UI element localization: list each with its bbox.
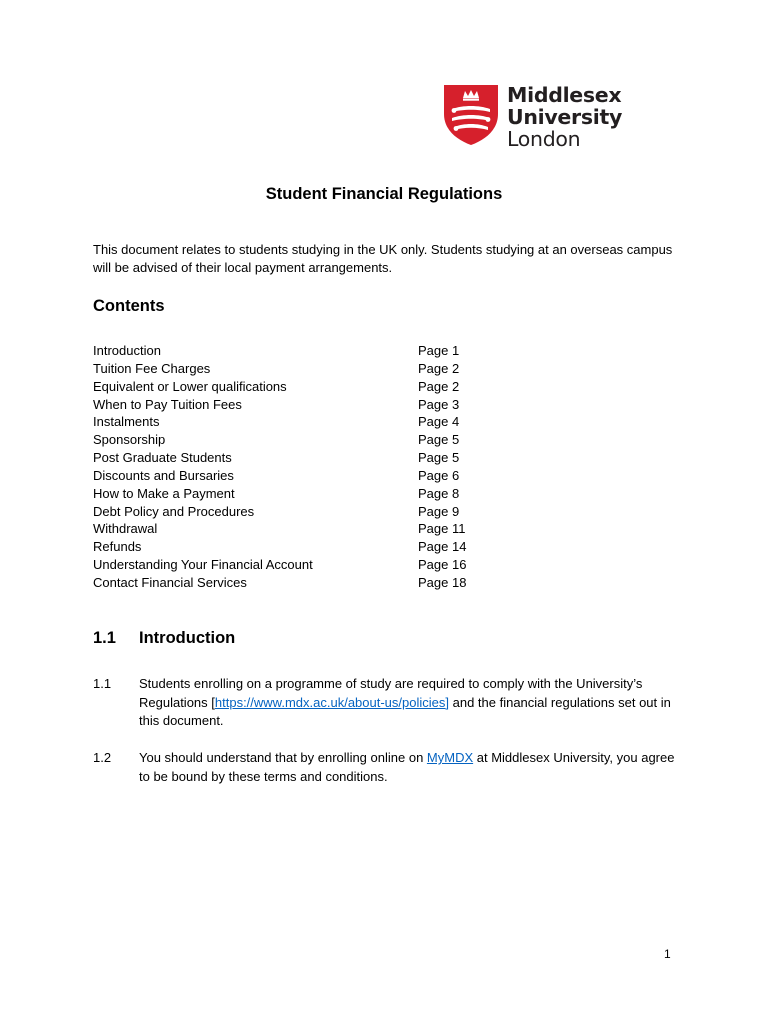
intro-paragraph: This document relates to students studying in the UK only. Students studying at an overseas campus will be advised of their local payment arrangements.	[93, 242, 673, 275]
toc-page: Page 2	[418, 360, 460, 376]
toc-item	[93, 520, 513, 538]
university-logo	[443, 84, 622, 150]
toc-page: Page 5	[418, 450, 460, 466]
policies-link[interactable]: https://www.mdx.ac.uk/about-us/policies]	[214, 694, 449, 710]
toc-title: How to Make a Payment	[93, 485, 235, 501]
toc-page: Page 9	[418, 503, 460, 519]
toc-item	[93, 449, 513, 467]
toc-item	[93, 431, 513, 449]
toc-page: Page 18	[418, 574, 467, 590]
contents-heading: Contents	[93, 297, 165, 315]
numbered-paragraph	[93, 675, 683, 731]
toc-item	[93, 360, 513, 378]
toc-page: Page 3	[418, 396, 460, 412]
toc-page: Page 14	[418, 539, 467, 555]
toc-item	[93, 556, 513, 574]
toc-title: Understanding Your Financial Account	[93, 557, 313, 573]
toc-title: Introduction	[93, 343, 161, 358]
toc-item	[93, 574, 513, 592]
paragraph-text-end: at Middlesex University, you agree to be bound by these terms and conditions.	[139, 750, 675, 784]
numbered-paragraph	[93, 749, 683, 786]
toc-title: Instalments	[93, 414, 160, 430]
paragraph-number: 1.2	[93, 750, 112, 765]
paragraph-text-start: You should understand that by enrolling online on	[139, 750, 427, 765]
toc-item	[93, 503, 513, 521]
shield-crest-icon	[443, 84, 499, 146]
toc-page: Page 5	[418, 432, 460, 448]
toc-page: Page 11	[418, 521, 466, 537]
toc-item	[93, 378, 513, 396]
toc-title: Tuition Fee Charges	[93, 360, 211, 376]
section-number: 1.1	[93, 629, 116, 647]
toc-page: Page 6	[418, 467, 460, 483]
toc-item	[93, 342, 513, 360]
toc-page: Page 16	[418, 557, 467, 573]
toc-title: Refunds	[93, 539, 142, 555]
section-title: Introduction	[139, 629, 236, 647]
paragraph-number: 1.1	[93, 676, 112, 691]
toc-title: Sponsorship	[93, 432, 166, 448]
paragraph-text-end: and the financial regulations set out in this document.	[139, 694, 671, 729]
wordmark-line-2: University	[507, 105, 623, 129]
page-number: 1	[664, 947, 671, 961]
toc-page: Page 2	[418, 378, 460, 394]
paragraph-text-start: Students enrolling on a programme of study are required to comply with the University’s Regulations [	[139, 676, 643, 710]
toc-title: Debt Policy and Procedures	[93, 503, 255, 519]
toc-title: Withdrawal	[93, 521, 158, 537]
toc-page: Page 1	[418, 343, 460, 358]
toc-title: Discounts and Bursaries	[93, 467, 234, 483]
toc-page: Page 8	[418, 485, 460, 501]
table-of-contents	[93, 342, 513, 592]
wordmark-line-3: London	[507, 127, 581, 151]
toc-item	[93, 396, 513, 414]
university-wordmark	[507, 84, 622, 150]
toc-item	[93, 413, 513, 431]
document-title: Student Financial Regulations	[265, 185, 503, 203]
wordmark-line-1: Middlesex	[507, 83, 622, 107]
toc-title: Post Graduate Students	[93, 450, 232, 466]
paragraph-text	[139, 749, 683, 786]
toc-item	[93, 485, 513, 503]
toc-page: Page 4	[418, 414, 460, 430]
toc-title: When to Pay Tuition Fees	[93, 396, 242, 412]
paragraph-text	[139, 675, 683, 731]
section-heading	[93, 628, 235, 648]
toc-item	[93, 538, 513, 556]
toc-item	[93, 467, 513, 485]
toc-title: Equivalent or Lower qualifications	[93, 378, 287, 394]
toc-title: Contact Financial Services	[93, 574, 247, 590]
mymdx-link[interactable]: MyMDX	[426, 750, 474, 765]
